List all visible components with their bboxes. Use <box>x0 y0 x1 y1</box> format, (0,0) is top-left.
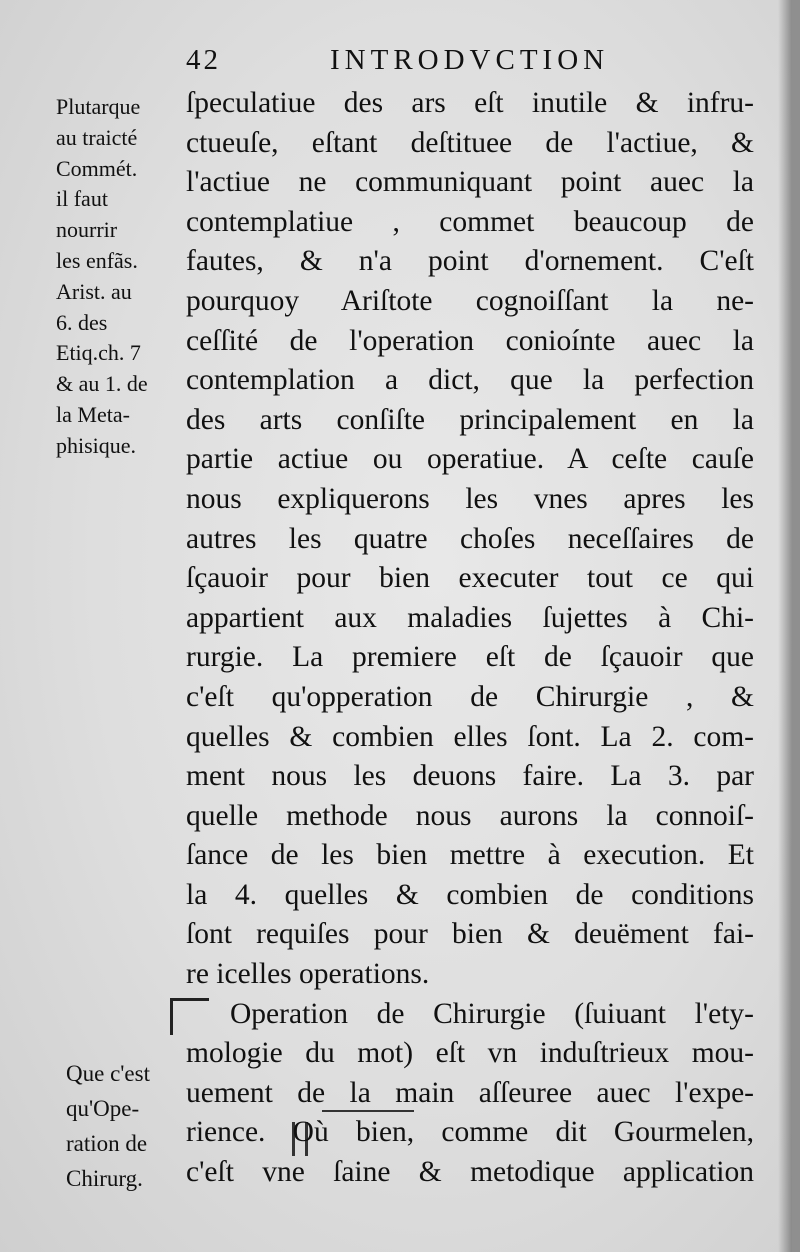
running-header <box>0 44 792 84</box>
margin-note-line: les enfãs. <box>56 247 138 273</box>
text-line: ſont requiſes pour bien & deuëment fai- <box>186 918 754 951</box>
text-line: contemplation a dict, que la perfection <box>186 364 754 397</box>
text-line: pourquoy Ariſtote cognoiſſant la ne- <box>186 284 754 317</box>
text-line: c'eſt vne ſaine & metodique application <box>186 1156 754 1189</box>
margin-note-line: 6. des <box>56 309 108 335</box>
text-line: nous expliquerons les vnes apres les <box>186 482 754 515</box>
text-line: ceſſité de l'operation conioínte auec la <box>186 324 754 357</box>
text-line: partie actiue ou operatiue. A ceſte cauſe <box>186 443 754 476</box>
text-line: contemplatiue , commet beaucoup de <box>186 205 754 238</box>
text-line: ſance de les bien mettre à execution. Et <box>186 839 754 872</box>
text-line: l'actiue ne communiquant point auec la <box>186 166 754 199</box>
margin-note-line: la Meta- <box>56 401 130 427</box>
text-line: autres les quatre choſes neceſſaires de <box>186 522 754 555</box>
body-text <box>186 84 754 1193</box>
text-line: c'eſt qu'opperation de Chirurgie , & <box>186 680 754 713</box>
text-line: ſçauoir pour bien executer tout ce qui <box>186 562 754 595</box>
margin-note-operation <box>66 1056 150 1196</box>
text-line: rurgie. La premiere eſt de ſçauoir que <box>186 641 754 674</box>
text-line: appartient aux maladies ſujettes à Chi- <box>186 601 754 634</box>
margin-note-line: Que c'est <box>66 1061 150 1086</box>
margin-note-line: nourrir <box>56 217 118 243</box>
running-title: INTRODVCTION <box>330 44 610 76</box>
margin-note-line: Etiq.ch. 7 <box>56 340 141 366</box>
text-line: uement de la main aſſeuree auec l'expe- <box>186 1076 754 1109</box>
text-line: quelle methode nous aurons la connoiſ- <box>186 799 754 832</box>
text-line: ctueuſe, eſtant deſtituee de l'actiue, & <box>186 126 754 159</box>
margin-note-line: Commét. <box>56 155 138 181</box>
margin-note-plutarque <box>56 92 148 462</box>
margin-note-line: & au 1. de <box>56 371 148 397</box>
margin-note-line: Plutarque <box>56 94 141 119</box>
text-line: fautes, & n'a point d'ornement. C'eſt <box>186 245 754 278</box>
text-line: re icelles operations. <box>186 958 430 991</box>
text-line: ment nous les deuons faire. La 3. par <box>186 760 754 793</box>
text-line: mologie du mot) eſt vn induſtrieux mou- <box>186 1037 754 1070</box>
margin-note-line: Chirurg. <box>66 1166 143 1191</box>
page-number: 42 <box>186 44 221 76</box>
text-line: quelles & combien elles ſont. La 2. com- <box>186 720 754 753</box>
text-line: des arts conſiſte principalement en la <box>186 403 754 436</box>
margin-note-line: qu'Ope- <box>66 1096 140 1121</box>
margin-note-line: ration de <box>66 1131 148 1156</box>
text-line: ſpeculatiue des ars eſt inutile & infru- <box>186 87 754 119</box>
margin-note-line: il faut <box>56 186 108 212</box>
margin-note-line: phisique. <box>56 432 137 458</box>
margin-note-line: au traicté <box>56 124 138 150</box>
text-line: Operation de Chirurgie (ſuiuant l'ety- <box>230 997 754 1030</box>
text-line: rience. Où bien, comme dit Gourmelen, <box>186 1116 754 1149</box>
margin-note-line: Arist. au <box>56 278 132 304</box>
text-line: la 4. quelles & combien de conditions <box>186 878 754 911</box>
page-edge-shadow <box>778 0 792 1252</box>
